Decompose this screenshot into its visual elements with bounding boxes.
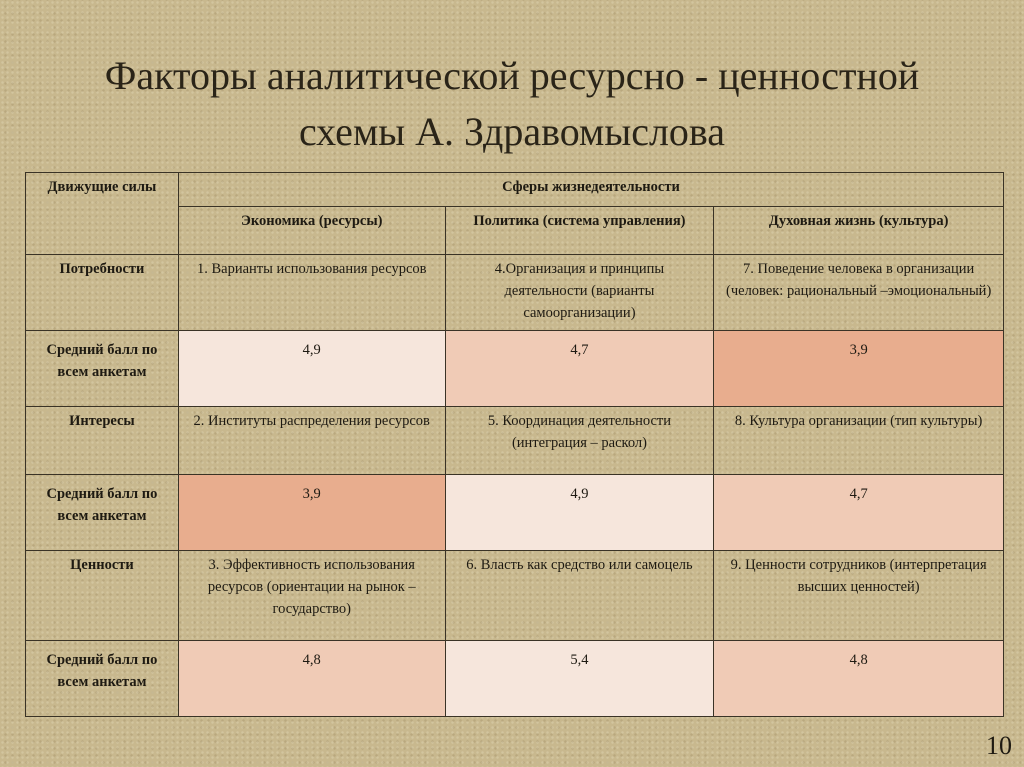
- corner-header: Движущие силы: [26, 173, 179, 255]
- table-cell: 9. Ценности сотрудников (интерпретация высших ценностей): [714, 551, 1004, 641]
- table-row-interests: [26, 407, 1004, 475]
- score-cell: 4,9: [445, 475, 714, 551]
- table-cell: 1. Варианты использования ресурсов: [178, 255, 445, 331]
- column-header-economy: Экономика (ресурсы): [178, 207, 445, 255]
- row-label: Ценности: [26, 551, 179, 641]
- table-row-score: [26, 331, 1004, 407]
- row-label: Интересы: [26, 407, 179, 475]
- row-label: Потребности: [26, 255, 179, 331]
- score-row-label: Средний балл по всем анкетам: [26, 641, 179, 717]
- score-cell: 4,8: [714, 641, 1004, 717]
- slide-title-line-2: схемы А. Здравомыслова: [298, 109, 726, 154]
- table-cell: 5. Координация деятельности (интеграция – раскол): [445, 407, 714, 475]
- table-cell: 2. Институты распределения ресурсов: [178, 407, 445, 475]
- score-cell: 3,9: [714, 331, 1004, 407]
- score-cell: 4,8: [178, 641, 445, 717]
- column-header-culture: Духовная жизнь (культура): [714, 207, 1004, 255]
- score-cell: 4,7: [445, 331, 714, 407]
- header-row-1: [26, 173, 1004, 207]
- page-number: 10: [986, 731, 1012, 760]
- table-row-needs: [26, 255, 1004, 331]
- score-cell: 4,7: [714, 475, 1004, 551]
- score-cell: 3,9: [178, 475, 445, 551]
- score-cell: 5,4: [445, 641, 714, 717]
- table-row-score: [26, 641, 1004, 717]
- table-cell: 3. Эффективность использования ресурсов (ориентации на рынок – государство): [178, 551, 445, 641]
- table-cell: 6. Власть как средство или самоцель: [445, 551, 714, 641]
- score-row-label: Средний балл по всем анкетам: [26, 331, 179, 407]
- factors-table: [25, 172, 1004, 717]
- slide-title: [0, 48, 1024, 160]
- column-header-politics: Политика (система управления): [445, 207, 714, 255]
- score-cell: 4,9: [178, 331, 445, 407]
- table-cell: 4.Организация и принципы деятельности (варианты самоорганизации): [445, 255, 714, 331]
- table-cell: 8. Культура организации (тип культуры): [714, 407, 1004, 475]
- table-row-values: [26, 551, 1004, 641]
- table-row-score: [26, 475, 1004, 551]
- table-cell: 7. Поведение человека в организации (человек: рациональный –эмоциональный): [714, 255, 1004, 331]
- slide-title-line-1: Факторы аналитической ресурсно - ценностной: [104, 53, 920, 98]
- score-row-label: Средний балл по всем анкетам: [26, 475, 179, 551]
- group-header: Сферы жизнедеятельности: [178, 173, 1003, 207]
